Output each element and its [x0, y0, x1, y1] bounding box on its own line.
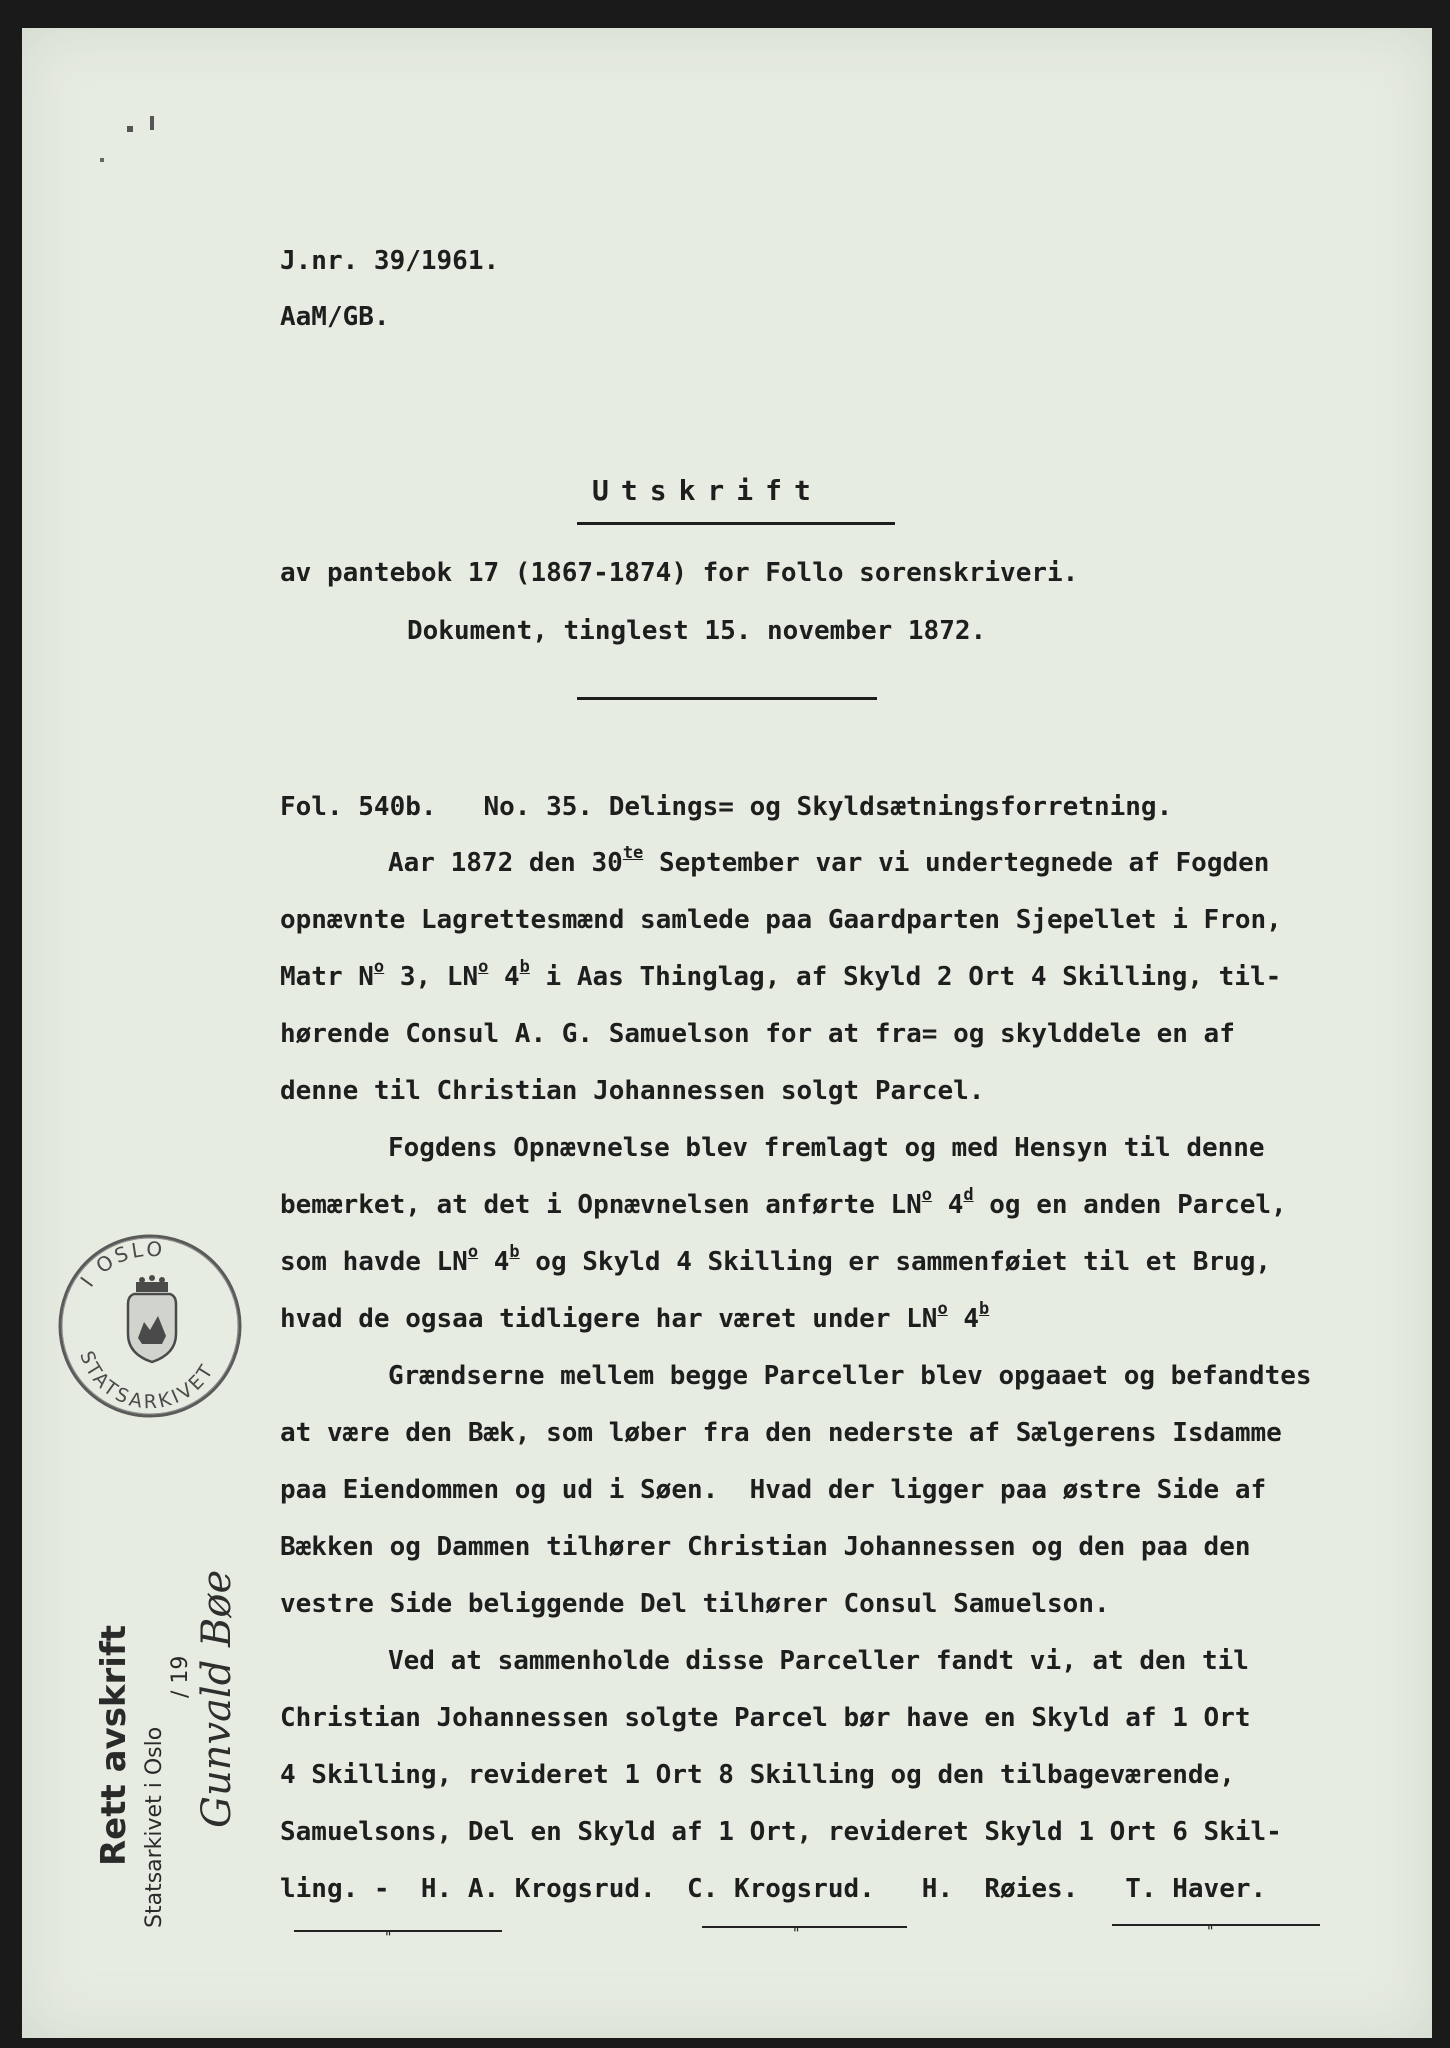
- body-line: Fogdens Opnævnelse blev fremlagt og med Hensyn til denne: [388, 1133, 1265, 1163]
- body-line: Samuelsons, Del en Skyld af 1 Ort, revideret Skyld 1 Ort 6 Skil-: [280, 1817, 1282, 1847]
- coat-of-arms-icon: [128, 1275, 176, 1362]
- signature-line: [294, 1930, 502, 1932]
- body-line: Aar 1872 den $30^{te}$ September var vi undertegnede af Fogden: [388, 843, 1270, 878]
- signature-tick: ": [792, 1926, 801, 1942]
- initials: AaM/GB.: [280, 302, 390, 332]
- stamp-bottom-text: STATSARKIVET: [75, 1348, 220, 1414]
- date-mark: / 19: [168, 1655, 193, 1698]
- body-line: ling. - H. A. Krogsrud. C. Krogsrud. H. Røies. T. Haver.: [280, 1874, 1267, 1904]
- signature-line: [1112, 1924, 1320, 1926]
- page-mark: [100, 158, 104, 162]
- subtitle-rule: [577, 697, 877, 700]
- journal-number: J.nr. 39/1961.: [280, 246, 500, 276]
- page-mark: [150, 116, 154, 130]
- document-page: [22, 28, 1432, 2038]
- body-line: Ved at sammenholde disse Parceller fandt vi, at den til: [388, 1646, 1249, 1676]
- archive-stamp: [50, 1226, 250, 1426]
- title-underline: [577, 522, 895, 525]
- subtitle-line-2: Dokument, tinglest 15. november 1872.: [407, 616, 987, 646]
- certified-copy-label: Rett avskrift: [94, 1624, 134, 1866]
- body-line: Bækken og Dammen tilhører Christian Johannessen og den paa den: [280, 1532, 1251, 1562]
- body-line: paa Eiendommen og ud i Søen. Hvad der ligger paa østre Side af: [280, 1475, 1267, 1505]
- signature-tick: ": [1206, 1924, 1215, 1940]
- stamp-top-text: I OSLO: [75, 1236, 166, 1292]
- handwritten-signature: Gunvald Bøe: [194, 1569, 240, 1828]
- signature-tick: ": [384, 1930, 393, 1946]
- body-line: som havde $LN^o$ 4$^b$ og Skyld 4 Skilling er sammenføiet til et Brug,: [280, 1242, 1272, 1277]
- body-line: Fol. 540b. No. 35. Delings= og Skyldsætningsforretning.: [280, 792, 1173, 822]
- page-mark: [127, 126, 133, 132]
- body-line: 4 Skilling, revideret 1 Ort 8 Skilling og den tilbageværende,: [280, 1760, 1235, 1790]
- body-line: at være den Bæk, som løber fra den nederste af Sælgerens Isdamme: [280, 1418, 1282, 1448]
- archive-label: Statsarkivet i Oslo: [142, 1726, 167, 1928]
- signature-line: [702, 1926, 907, 1928]
- document-title: Utskrift: [592, 474, 823, 507]
- body-line: bemærket, at det i Opnævnelsen anførte $LN^o$ 4$^d$ og en anden Parcel,: [280, 1185, 1287, 1220]
- body-line: Christian Johannessen solgte Parcel bør have en Skyld af 1 Ort: [280, 1703, 1251, 1733]
- body-line: hørende Consul A. G. Samuelson for at fra= og skylddele en af: [280, 1019, 1235, 1049]
- body-line: Matr $N^o$ 3, $LN^o$ 4$^b$ i Aas Thinglag, af Skyld 2 Ort 4 Skilling, til-: [280, 957, 1282, 992]
- subtitle-line-1: av pantebok 17 (1867-1874) for Follo sorenskriveri.: [280, 558, 1079, 588]
- body-line: denne til Christian Johannessen solgt Parcel.: [280, 1076, 985, 1106]
- body-line: Grændserne mellem begge Parceller blev opgaaet og befandtes: [388, 1361, 1312, 1391]
- body-line: opnævnte Lagrettesmænd samlede paa Gaardparten Sjepellet i Fron,: [280, 905, 1282, 935]
- body-line: hvad de ogsaa tidligere har været under $LN^o$ 4$^b$: [280, 1299, 990, 1334]
- body-line: vestre Side beliggende Del tilhører Consul Samuelson.: [280, 1589, 1110, 1619]
